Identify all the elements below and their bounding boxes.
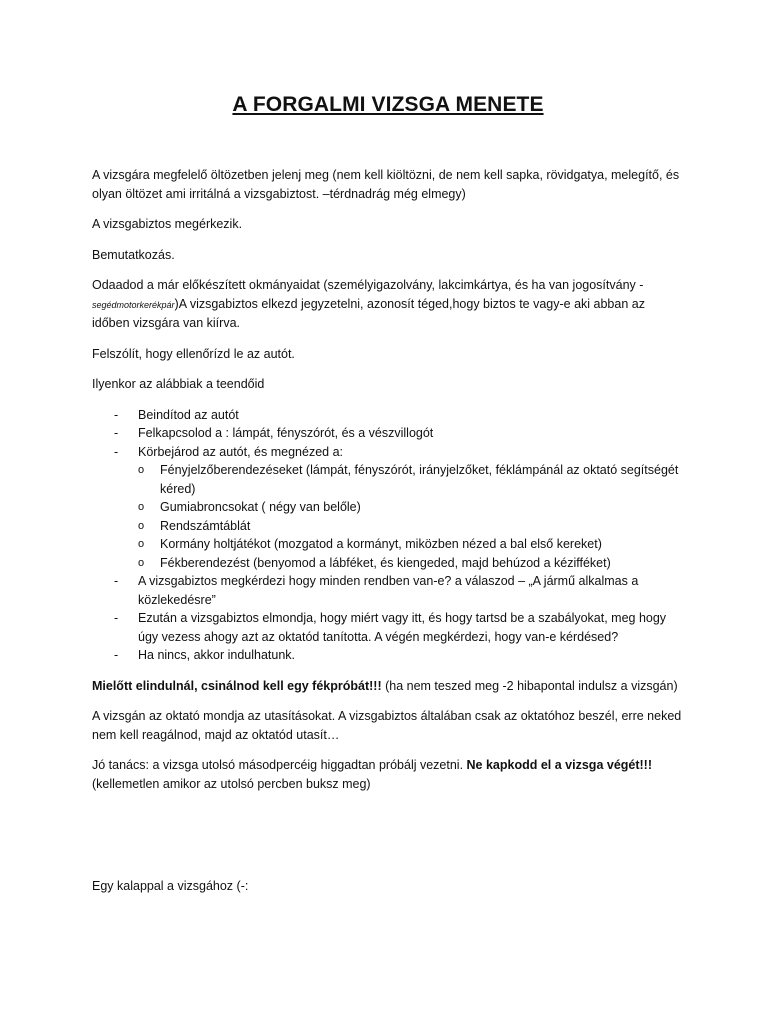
documents-text-a: Odaadod a már előkészített okmányaidat (személyigazolvány, lakcimkártya, és ha van jogosítvány -	[92, 278, 644, 292]
brake-test-bold: Mielőtt elindulnál, csinálnod kell egy fékpróbát!!!	[92, 678, 382, 693]
paragraph-documents	[92, 276, 684, 333]
advice-text-a: Jó tanács: a vizsga utolsó másodpercéig higgadtan próbálj vezetni.	[92, 758, 467, 772]
list-item: - A vizsgabiztos megkérdezi hogy minden rendben van-e? a válaszod – „A jármű alkalmas a közlekedésre”	[92, 572, 684, 609]
document-title: A FORGALMI VIZSGA MENETE	[232, 93, 544, 116]
spacer	[92, 805, 684, 877]
list-item: - Ezután a vizsgabiztos elmondja, hogy miért vagy itt, és hogy tartsd be a szabályokat, meg hogy úgy vezess ahogy azt az oktatód tanította. A végén megkérdezi, hogy van-e kérdésed?	[92, 609, 684, 646]
list-item-text: Körbejárod az autót, és megnézed a:	[138, 444, 343, 459]
sub-list-item: o Fékberendezést (benyomod a lábféket, és kiengeded, majd behúzod a kézifféket)	[138, 554, 684, 573]
sub-list-item: o Fényjelzőberendezéseket (lámpát, fényszórót, irányjelzőket, féklámpánál az oktató segítségét kéred)	[138, 461, 684, 498]
paragraph-closing: Egy kalappal a vizsgához (-:	[92, 879, 249, 893]
sub-list-item: o Rendszámtáblát	[138, 517, 684, 536]
paragraph-check-car: Felszólít, hogy ellenőrízd le az autót.	[92, 346, 295, 361]
advice-bold: Ne kapkodd el a vizsga végét!!!	[466, 758, 653, 772]
paragraph-clothing: A vizsgára megfelelő öltözetben jelenj meg (nem kell kiöltözni, de nem kell sapka, rövidgatya, melegítő, és olyan öltözet ami irritálná a vizsgabiztost. –térdnadrág még elmegy)	[92, 168, 680, 201]
paragraph-tasks-intro: Ilyenkor az alábbiak a teendőid	[92, 377, 265, 391]
list-item: - Ha nincs, akkor indulhatunk.	[92, 646, 684, 665]
paragraph-advice	[92, 756, 684, 793]
advice-text-b: (kellemetlen amikor az utolsó percben buksz meg)	[92, 776, 371, 791]
documents-text-b: )A vizsgabiztos elkezd jegyzetelni, azonosít téged,hogy biztos te vagy-e aki abban az időben vizsgára van kiírva.	[92, 296, 645, 330]
list-item	[92, 443, 684, 573]
documents-small-note: segédmotorkerékpár	[92, 299, 175, 310]
list-item: - Felkapcsolod a : lámpát, fényszórót, és a vészvillogót	[92, 424, 684, 443]
list-item: - Beindítod az autót	[92, 406, 684, 425]
task-list	[92, 406, 684, 665]
sub-list	[138, 461, 684, 572]
sub-list-item: o Kormány holtjátékot (mozgatod a kormányt, miközben nézed a bal első kereket)	[138, 535, 684, 554]
paragraph-instructor: A vizsgán az oktató mondja az utasításokat. A vizsgabiztos általában csak az oktatóhoz beszél, erre neked nem kell reagálnod, majd az oktatód utasít…	[92, 709, 682, 742]
paragraph-introduction: Bemutatkozás.	[92, 247, 175, 262]
paragraph-brake-test	[92, 677, 684, 696]
sub-list-item: o Gumiabroncsokat ( négy van belőle)	[138, 498, 684, 517]
paragraph-examiner-arrives: A vizsgabiztos megérkezik.	[92, 217, 243, 231]
brake-test-rest: (ha nem teszed meg -2 hibapontal indulsz a vizsgán)	[381, 678, 678, 693]
document-body	[92, 92, 684, 908]
